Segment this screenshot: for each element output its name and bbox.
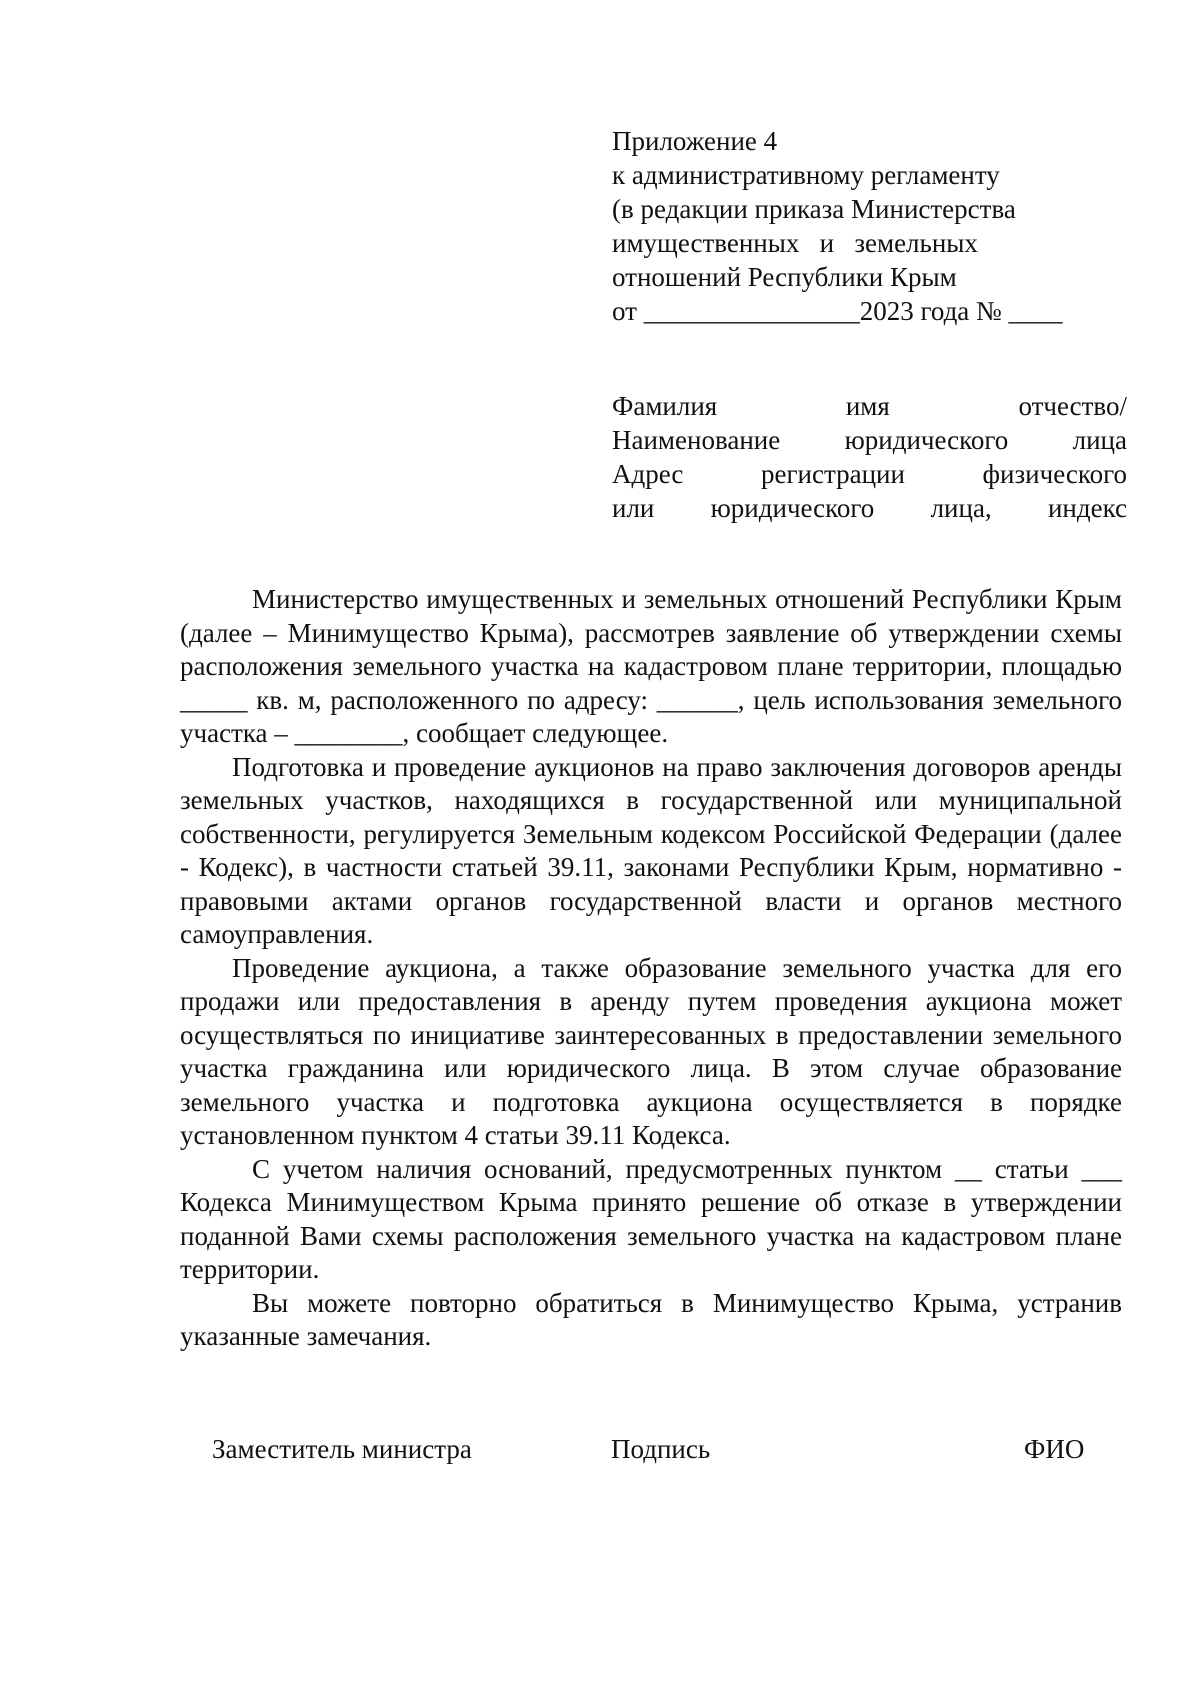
body-paragraph: Проведение аукциона, а также образование земельного участка для его продажи или предоставления в аренду путем проведения аукциона может осуществляться по инициативе заинтересованных в предоставлении земельного участка гражданина или юридического лица. В этом случае образование земельного участка и подготовка аукциона осуществляется в порядке установленном пунктом 4 статьи 39.11 Кодекса. — [180, 952, 1122, 1150]
letter-body — [180, 583, 1122, 1354]
recipient-index-line: или юридического лица, индекс — [612, 493, 1127, 523]
appendix-line: имущественных и земельных — [612, 228, 978, 258]
signature-row — [0, 1432, 1200, 1466]
recipient-address-line: Адрес регистрации физического — [612, 459, 1127, 489]
appendix-line: к административному регламенту — [612, 160, 1000, 190]
body-paragraph: Вы можете повторно обратиться в Минимущество Крыма, устранив указанные замечания. — [180, 1287, 1122, 1351]
appendix-title: Приложение 4 — [612, 126, 778, 156]
body-paragraph: Министерство имущественных и земельных отношений Республики Крым (далее – Минимущество Крыма), рассмотрев заявление об утверждении схемы расположения земельного участка на кадастровом плане территории, площадью _____ кв. м, расположенного по адресу: ______, цель использования земельного участка – ________, сообщает следующее. — [180, 584, 1122, 748]
signature-label: Подпись — [611, 1434, 711, 1464]
appendix-line: (в редакции приказа Министерства — [612, 194, 1016, 224]
signatory-name-label: ФИО — [1024, 1434, 1085, 1464]
recipient-org-line: Наименование юридического лица — [612, 425, 1127, 455]
signatory-position: Заместитель министра — [212, 1434, 472, 1464]
recipient-name-line: Фамилия имя отчество/ — [612, 391, 1127, 421]
recipient-block — [612, 389, 1127, 525]
appendix-date-line: от ________________2023 года № ____ — [612, 296, 1063, 326]
appendix-line: отношений Республики Крым — [612, 262, 957, 292]
body-paragraph: Подготовка и проведение аукционов на право заключения договоров аренды земельных участков, находящихся в государственной или муниципальной собственности, регулируется Земельным кодексом Российской Федерации (далее - Кодекс), в частности статьей 39.11, законами Республики Крым, нормативно - правовыми актами органов государственной власти и органов местного самоуправления. — [180, 751, 1122, 949]
appendix-header — [612, 124, 1082, 328]
body-paragraph: С учетом наличия оснований, предусмотренных пунктом __ статьи ___ Кодекса Минимуществом Крыма принято решение об отказе в утверждении поданной Вами схемы расположения земельного участка на кадастровом плане территории. — [180, 1153, 1122, 1284]
